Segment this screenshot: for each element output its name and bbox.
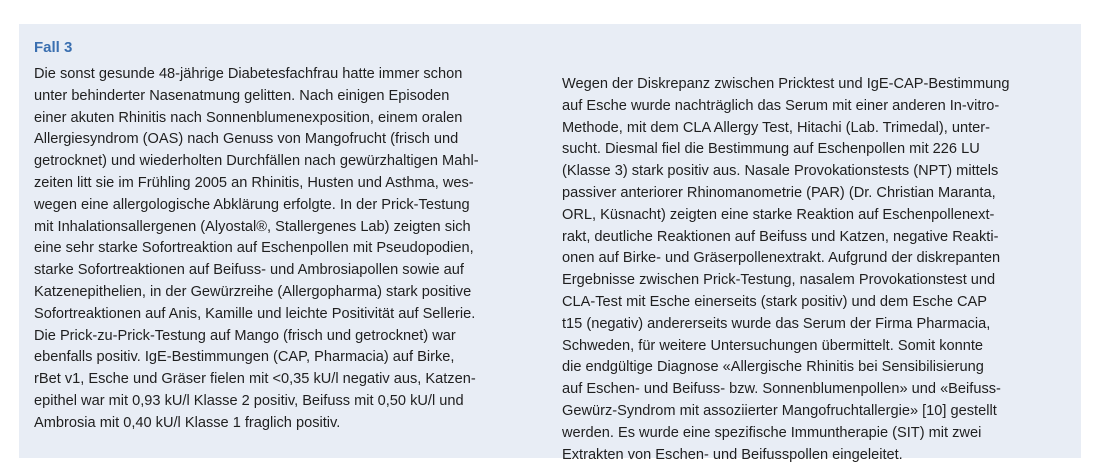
text-line: Die sonst gesunde 48-jährige Diabetesfachfrau hatte immer schon bbox=[34, 66, 463, 82]
text-line: ORL, Küsnacht) zeigten eine starke Reaktion auf Eschenpollenext- bbox=[562, 206, 995, 223]
text-line: Gewürz-Syndrom mit assoziierter Mangofruchtallergie» [10] gestellt bbox=[562, 402, 997, 419]
text-line: werden. Es wurde eine spezifische Immuntherapie (SIT) mit zwei bbox=[562, 424, 982, 441]
text-line: mit Inhalationsallergenen (Alyostal®, Stallergenes Lab) zeigten sich bbox=[34, 218, 471, 235]
text-line: Ergebnisse zwischen Prick-Testung, nasalem Provokationstest und bbox=[562, 272, 996, 289]
text-line: sucht. Diesmal fiel die Bestimmung auf Eschenpollen mit 226 LU bbox=[562, 141, 980, 158]
text-line: Sofortreaktionen auf Anis, Kamille und leichte Positivität auf Sellerie. bbox=[34, 305, 476, 322]
text-line: die endgültige Diagnose «Allergische Rhinitis bei Sensibilisierung bbox=[562, 359, 984, 376]
text-line: CLA-Test mit Esche einerseits (stark positiv) und dem Esche CAP bbox=[562, 293, 987, 310]
text-line: Ambrosia mit 0,40 kU/l Klasse 1 fraglich positiv. bbox=[34, 414, 341, 431]
text-line: getrocknet) und wiederholten Durchfällen nach gewürzhaltigen Mahl- bbox=[34, 153, 479, 170]
text-line: Allergiesyndrom (OAS) nach Genuss von Mangofrucht (frisch und bbox=[34, 131, 459, 148]
text-line: zeiten litt sie im Frühling 2005 an Rhinitis, Husten und Asthma, wes- bbox=[34, 174, 474, 191]
text-line: t15 (negativ) andererseits wurde das Serum der Firma Pharmacia, bbox=[562, 315, 991, 332]
text-line: Katzenepithelien, in der Gewürzreihe (Allergopharma) stark positive bbox=[34, 283, 472, 300]
case-title: Fall 3 bbox=[34, 39, 73, 56]
text-line: eine sehr starke Sofortreaktion auf Eschenpollen mit Pseudopodien, bbox=[34, 240, 474, 257]
text-line: starke Sofortreaktionen auf Beifuss- und Ambrosiapollen sowie auf bbox=[34, 262, 464, 279]
text-line: (Klasse 3) stark positiv aus. Nasale Provokationstests (NPT) mittels bbox=[562, 163, 999, 180]
text-line: ebenfalls positiv. IgE-Bestimmungen (CAP, Pharmacia) auf Birke, bbox=[34, 349, 455, 366]
text-line: Schweden, für weitere Untersuchungen übermittelt. Somit konnte bbox=[562, 337, 984, 354]
text-line: epithel war mit 0,93 kU/l Klasse 2 positiv, Beifuss mit 0,50 kU/l und bbox=[34, 392, 464, 409]
text-line: onen auf Birke- und Gräserpollenextrakt. Aufgrund der diskrepanten bbox=[562, 250, 1001, 267]
text-line: auf Eschen- und Beifuss- bzw. Sonnenblumenpollen» und «Beifuss- bbox=[562, 381, 1001, 398]
left-column bbox=[34, 64, 544, 435]
text-line: auf Esche wurde nachträglich das Serum mit einer anderen In-vitro- bbox=[562, 97, 1000, 114]
text-line: unter behinderter Nasenatmung gelitten. Nach einigen Episoden bbox=[34, 87, 450, 104]
text-line: passiver anteriorer Rhinomanometrie (PAR) (Dr. Christian Maranta, bbox=[562, 184, 996, 201]
text-line: einer akuten Rhinitis nach Sonnenblumenexposition, einem oralen bbox=[34, 109, 463, 126]
text-line: wegen eine allergologische Abklärung erfolgte. In der Prick-Testung bbox=[34, 196, 470, 213]
text-line: Extrakten von Eschen- und Beifusspollen eingeleitet. bbox=[562, 446, 903, 463]
text-line: Wegen der Diskrepanz zwischen Pricktest und IgE-CAP-Bestimmung bbox=[562, 76, 1010, 92]
text-line: rakt, deutliche Reaktionen auf Beifuss und Katzen, negative Reakti- bbox=[562, 228, 999, 245]
text-line: Die Prick-zu-Prick-Testung auf Mango (frisch und getrocknet) war bbox=[34, 327, 456, 344]
text-line: rBet v1, Esche und Gräser fielen mit <0,35 kU/l negativ aus, Katzen- bbox=[34, 371, 476, 388]
right-column bbox=[562, 74, 1072, 466]
text-line: Methode, mit dem CLA Allergy Test, Hitachi (Lab. Trimedal), unter- bbox=[562, 119, 990, 136]
case-report-box bbox=[19, 24, 1081, 463]
